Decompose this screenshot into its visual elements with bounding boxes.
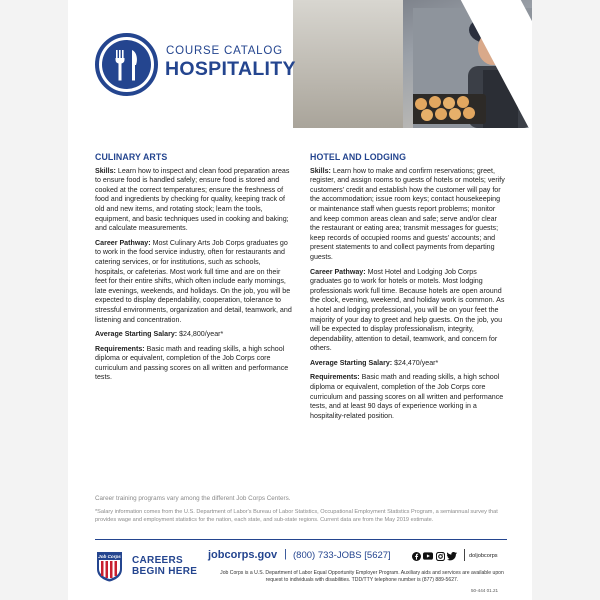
catalog-page <box>68 0 532 600</box>
twitter-icon[interactable] <box>447 551 457 561</box>
hotel-requirements: Requirements: Basic math and reading skills, a high school diploma or equivalent, completion of the Job Corps core curriculum and passing scores on all written and performance tests, and at least 90 days of experience working in a hospitality-related position. <box>310 373 504 420</box>
social-icons <box>411 551 457 561</box>
youtube-icon[interactable] <box>423 551 433 561</box>
phone-number[interactable]: (800) 733-JOBS [5627] <box>293 550 391 561</box>
hero-photo <box>293 0 532 128</box>
culinary-skills: Skills: Learn how to inspect and clean food preparation areas to ensure food is handled safely; ensure food is stored and cooked at the correct temperatures; ensure the freshness of food and ingredients by checking for quality, keeping track of old and new items, and rotating stock; learn the tools, equipment, and basic techniques used in cooking and baking; and calculate measurements. <box>95 166 290 233</box>
salary-footnote: *Salary information comes from the U.S. Department of Labor's Bureau of Labor Statistics, Occupational Employment Statistics Program, a semiannual survey that provides wage and employment statistics for the nation, each state, and sub-state regions. Current data are from the May 2019 estimate. <box>95 509 498 523</box>
careers-tagline: CAREERS BEGIN HERE <box>132 555 198 577</box>
culinary-requirements: Requirements: Basic math and reading skills, a high school diploma or equivalent, completion of the Job Corps core curriculum and passing scores on all written and performance tests. <box>95 344 289 382</box>
culinary-salary: Average Starting Salary: $24,800/year* <box>95 330 224 339</box>
job-corps-logo-text: Job Corps <box>98 553 121 559</box>
page-title: HOSPITALITY <box>165 58 296 80</box>
hotel-lodging-section <box>310 153 507 426</box>
social-separator <box>464 549 465 561</box>
culinary-career: Career Pathway: Most Culinary Arts Job Corps graduates go to work in the food service industry, often for restaurants and catering services, or for institutions, such as schools, hospitals, or cafeterias. Most work full time and are on their feet for their entire shifts, which often include early mornings, late evenings, weekends, and holidays. On the job, you will be expected to display dependability, cooperation, tolerance to stressful environments, organization and detail, teamwork, and listening and concentration. <box>95 238 292 324</box>
culinary-heading: CULINARY ARTS <box>95 152 168 162</box>
program-variance-note: Career training programs vary among the different Job Corps Centers. <box>95 495 291 502</box>
equal-opportunity-statement: Job Corps is a U.S. Department of Labor Equal Opportunity Employer Program. Auxiliary aids and services are available upon request to individuals with disabilities. TDD/TTY telephone number is (877) 889-5627. <box>220 570 504 583</box>
facebook-icon[interactable] <box>411 551 421 561</box>
footer-divider <box>95 539 507 540</box>
social-handle[interactable]: doljobcorps <box>469 553 498 559</box>
contact-separator: | <box>284 548 287 560</box>
document-code: 50-444 01.21 <box>471 588 499 593</box>
catalog-label: COURSE CATALOG <box>166 45 283 57</box>
hotel-skills: Skills: Learn how to make and confirm reservations; greet, register, and assign rooms to guests of hotels or motels; verify customers' credit and establish how the customer will pay for the accommodation; issue room keys; contact housekeeping or maintenance staff when guests report problems; monitor and keep common areas clean and safe; serve and/or clear the restaurant or eating area; transmit messages for guests; keep records of occupied rooms and guests' accounts; and present statements to and collect payments from departing guests. <box>310 166 505 261</box>
culinary-arts-section <box>95 153 292 388</box>
instagram-icon[interactable] <box>435 551 445 561</box>
hotel-salary: Average Starting Salary: $24,470/year* <box>310 358 439 367</box>
hotel-heading: HOTEL AND LODGING <box>310 152 407 162</box>
job-corps-logo <box>96 551 123 582</box>
website-link[interactable]: jobcorps.gov <box>208 549 278 561</box>
fork-knife-icon <box>95 33 158 96</box>
hotel-career: Career Pathway: Most Hotel and Lodging Job Corps graduates go to work for hotels or motels. Most lodging professionals work full time. Because hotels are open around the clock, evening, weekend, and holiday work is common. As a hotel and lodging professional, you will be on your feet the majority of your day to greet and help guests. On the job, you will be expected to display professionalism, integrity, dependability, attention to detail, teamwork, and concern for others. <box>310 267 505 353</box>
